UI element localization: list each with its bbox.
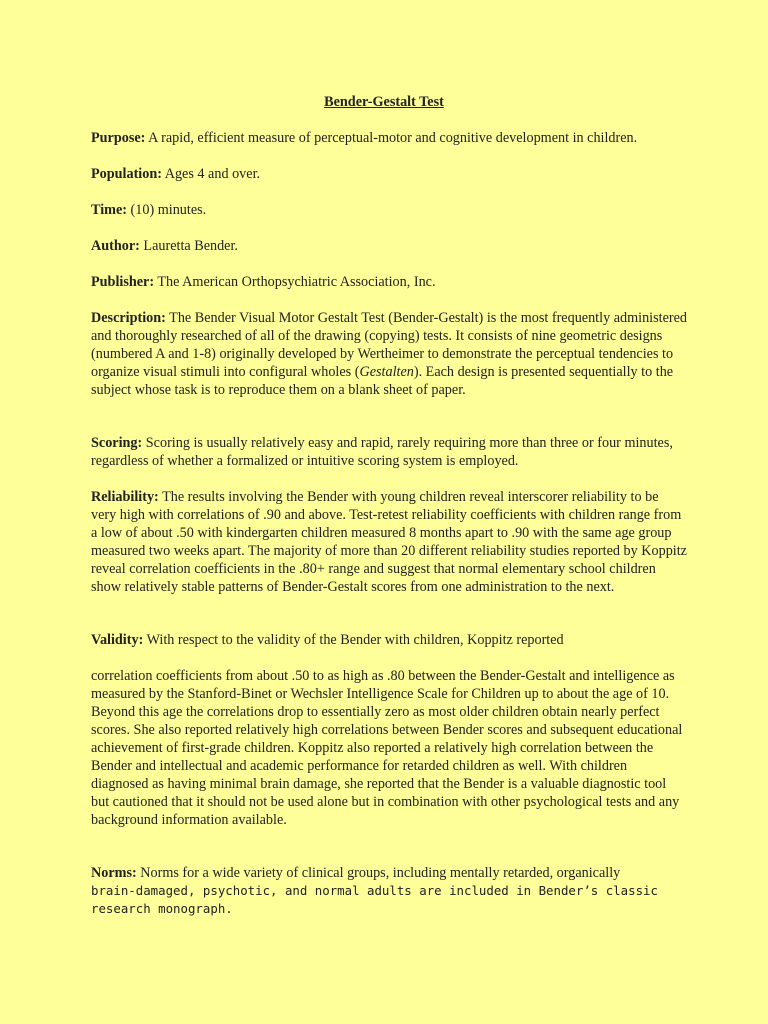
norms-paragraph xyxy=(91,864,687,918)
reliability-paragraph xyxy=(91,488,687,596)
description-text-after: ). Each design is presented sequentially to the subject whose task is to reproduce them on a blank sheet of paper. xyxy=(91,364,674,398)
author-label: Author: xyxy=(91,238,140,254)
description-italic-term: Gestalten xyxy=(359,364,414,380)
population-paragraph xyxy=(91,165,687,183)
description-text-before: The Bender Visual Motor Gestalt Test (Bender-Gestalt) is the most frequently administered and thoroughly researched of all of the drawing (copying) tests. It consists of nine geometric designs (numbered A and 1-8) originally developed by Wertheimer to demonstrate the perceptual tendencies to organize visual stimuli into configural wholes ( xyxy=(91,310,687,380)
time-text: (10) minutes. xyxy=(127,202,207,218)
page-title: Bender-Gestalt Test xyxy=(324,94,444,110)
reliability-text: The results involving the Bender with young children reveal interscorer reliability to be very high with correlations of .90 and above. Test-retest reliability coefficients with children range from a low of about .50 with kindergarten children measured 8 months apart to .90 with the same age group measured two weeks apart. The majority of more than 20 different reliability studies reported by Koppitz reveal correlation coefficients in the .80+ range and suggest that normal elementary school children show relatively stable patterns of Bender-Gestalt scores from one administration to the next. xyxy=(91,489,687,595)
publisher-text: The American Orthopsychiatric Association, Inc. xyxy=(154,274,436,290)
validity-text: With respect to the validity of the Bender with children, Koppitz reported xyxy=(143,632,564,648)
norms-text-mono: brain-damaged, psychotic, and normal adults are included in Bender’s classic research monograph. xyxy=(91,883,658,916)
norms-label: Norms: xyxy=(91,865,137,881)
population-text: Ages 4 and over. xyxy=(161,166,261,182)
purpose-label: Purpose: xyxy=(91,130,146,146)
time-paragraph xyxy=(91,201,687,219)
publisher-paragraph xyxy=(91,273,687,291)
norms-text: Norms for a wide variety of clinical groups, including mentally retarded, organically xyxy=(136,865,621,881)
author-text: Lauretta Bender. xyxy=(139,238,238,254)
scoring-label: Scoring: xyxy=(91,435,143,451)
publisher-label: Publisher: xyxy=(91,274,155,290)
purpose-paragraph xyxy=(91,129,687,147)
population-label: Population: xyxy=(91,166,162,182)
purpose-text: A rapid, efficient measure of perceptual-motor and cognitive development in children. xyxy=(145,130,638,146)
time-label: Time: xyxy=(91,202,127,218)
validity-label: Validity: xyxy=(91,632,144,648)
scoring-paragraph xyxy=(91,434,687,470)
description-label: Description: xyxy=(91,310,166,326)
validity-continuation-paragraph: correlation coefficients from about .50 to as high as .80 between the Bender-Gestalt and intelligence as measured by the Stanford-Binet or Wechsler Intelligence Scale for Children up to about the age of 10. Beyond this age the correlations drop to essentially zero as most older children obtain nearly perfect scores. She also reported relatively high correlations between Bender scores and subsequent educational achievement of first-grade children. Koppitz also reported a relatively high correlation between the Bender and intellectual and academic performance for retarded children as well. With children diagnosed as having minimal brain damage, she reported that the Bender is a valuable diagnostic tool but cautioned that it should not be used alone but in combination with other psychological tests and any background information available. xyxy=(91,668,683,828)
scoring-text: Scoring is usually relatively easy and rapid, rarely requiring more than three or four minutes, regardless of whether a formalized or intuitive scoring system is employed. xyxy=(91,435,673,469)
description-paragraph xyxy=(91,309,687,399)
author-paragraph xyxy=(91,237,687,255)
reliability-label: Reliability: xyxy=(91,489,159,505)
validity-paragraph xyxy=(91,631,687,649)
